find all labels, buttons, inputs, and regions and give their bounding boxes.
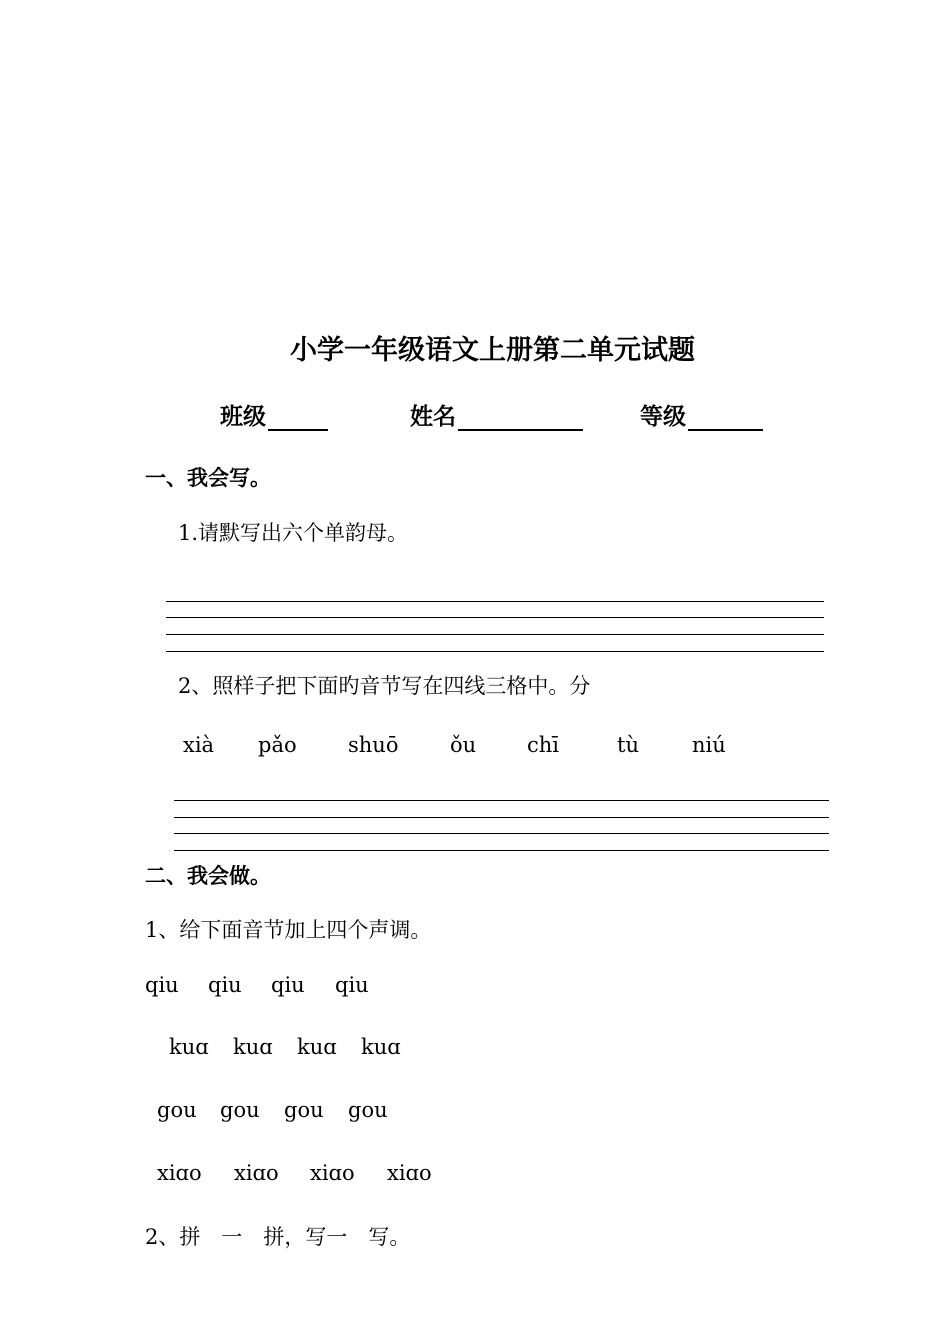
tone-syllable: kuɑ <box>361 1035 401 1059</box>
name-label: 姓名 <box>410 404 456 430</box>
tone-syllable: xiɑo <box>234 1161 279 1185</box>
writing-line <box>174 800 829 801</box>
tone-syllable: qiu <box>335 973 369 997</box>
tone-syllable: gou <box>157 1098 197 1122</box>
writing-line <box>166 601 824 602</box>
section1-question1: 1.请默写出六个单韵母。 <box>178 521 409 545</box>
grade-blank[interactable] <box>688 405 763 431</box>
writing-line <box>174 817 829 818</box>
name-field <box>410 398 583 431</box>
grade-field <box>640 398 763 431</box>
syllable: xià <box>183 733 215 757</box>
syllable: tù <box>617 733 639 757</box>
class-label: 班级 <box>220 404 266 430</box>
syllable: shuō <box>348 733 399 757</box>
section2-heading: 二、我会做。 <box>145 864 271 888</box>
writing-line <box>166 651 824 652</box>
tone-syllable: gou <box>284 1098 324 1122</box>
syllable: niú <box>692 733 726 757</box>
name-blank[interactable] <box>458 405 583 431</box>
tone-syllable: qiu <box>271 973 305 997</box>
section1-heading: 一、我会写。 <box>145 466 271 490</box>
syllable: pǎo <box>258 733 297 757</box>
writing-line <box>166 617 824 618</box>
tone-syllable: xiɑo <box>387 1161 432 1185</box>
tone-syllable: kuɑ <box>297 1035 337 1059</box>
section1-question2: 2、照样子把下面旳音节写在四线三格中。分 <box>178 674 591 698</box>
writing-line <box>174 850 829 851</box>
class-field <box>220 398 328 431</box>
section2-question2: 2、拼 一 拼，写一 写。 <box>145 1225 411 1249</box>
syllable: chī <box>527 733 560 757</box>
syllable: ǒu <box>450 733 477 757</box>
tone-syllable: gou <box>220 1098 260 1122</box>
tone-syllable: kuɑ <box>169 1035 209 1059</box>
writing-line <box>166 634 824 635</box>
section2-question1: 1、给下面音节加上四个声调。 <box>145 918 432 942</box>
tone-syllable: gou <box>348 1098 388 1122</box>
tone-syllable: kuɑ <box>233 1035 273 1059</box>
writing-line <box>174 833 829 834</box>
grade-label: 等级 <box>640 404 686 430</box>
page-title: 小学一年级语文上册第二单元试题 <box>290 335 695 366</box>
tone-syllable: qiu <box>208 973 242 997</box>
tone-syllable: xiɑo <box>310 1161 355 1185</box>
tone-syllable: qiu <box>145 973 179 997</box>
tone-syllable: xiɑo <box>157 1161 202 1185</box>
class-blank[interactable] <box>268 405 328 431</box>
